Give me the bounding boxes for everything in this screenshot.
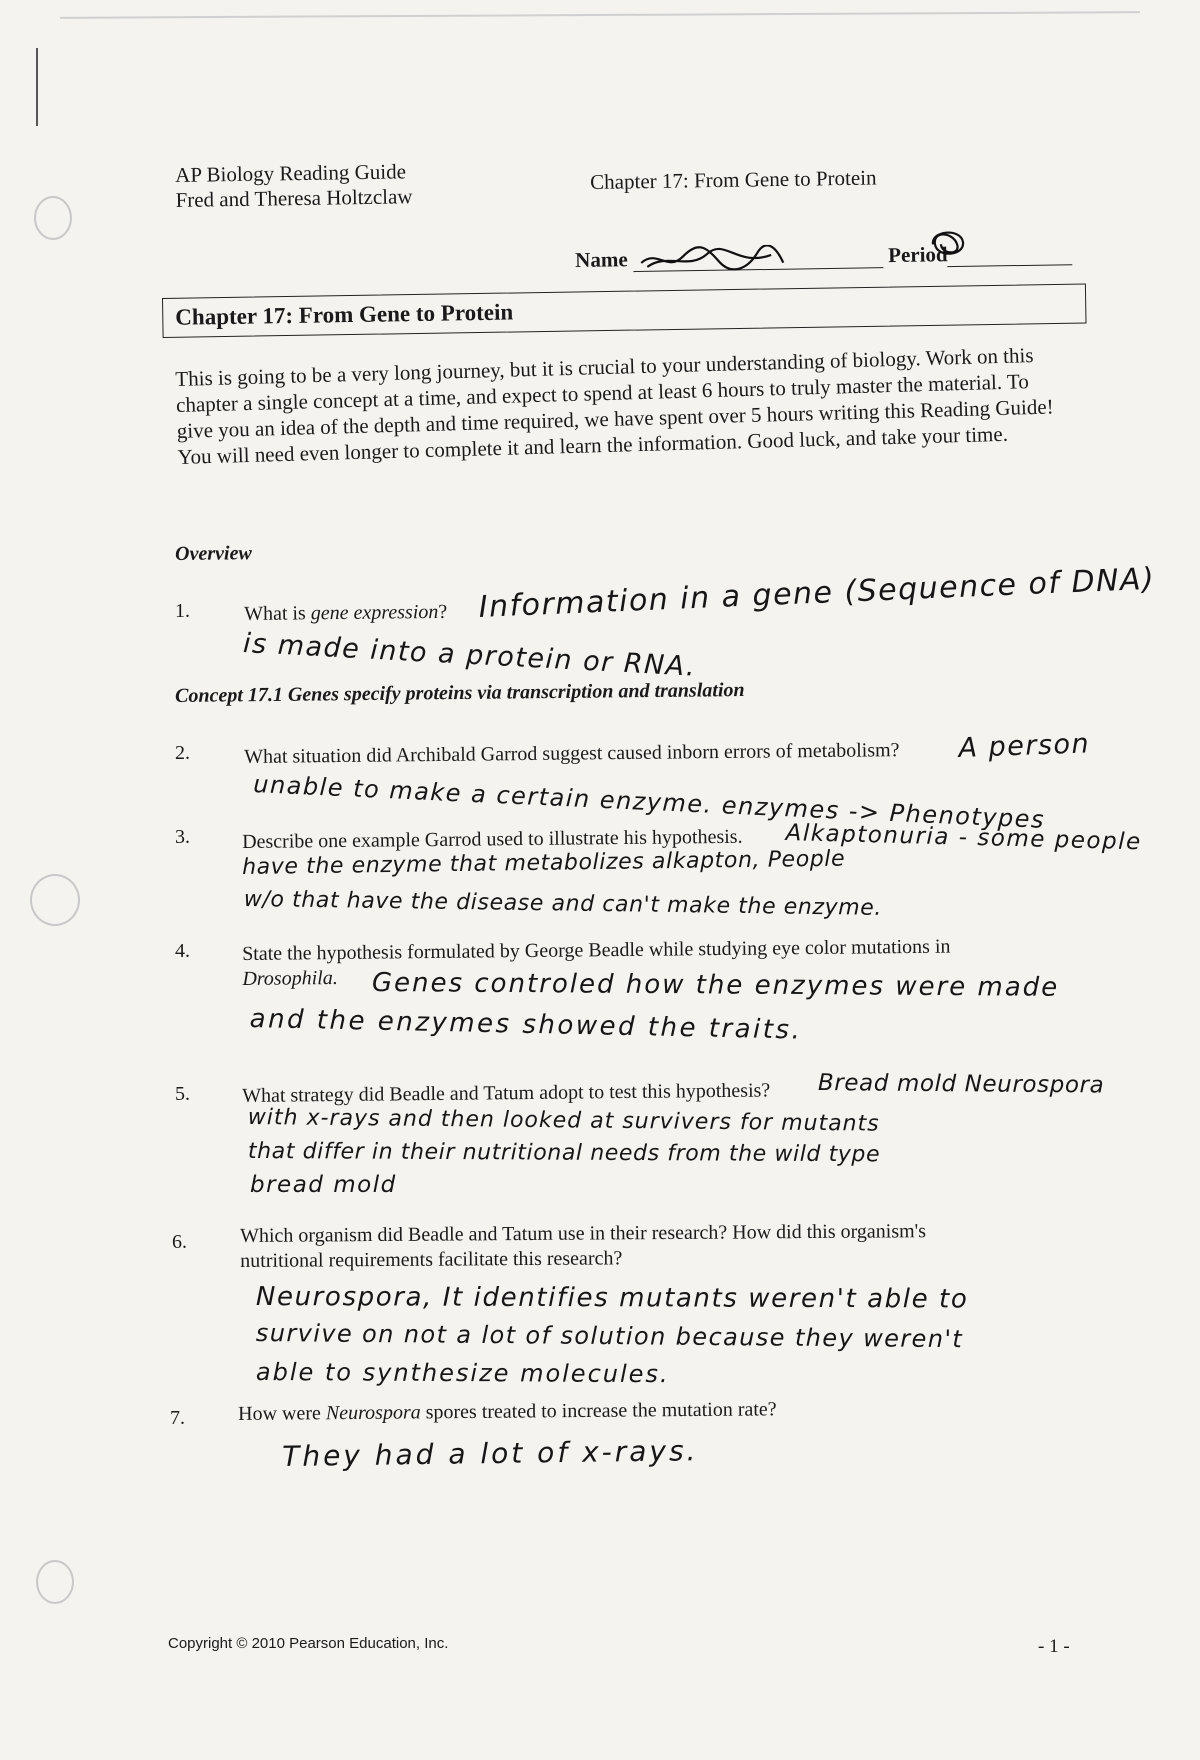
scan-margin-mark [36,48,38,126]
scan-edge-line [60,11,1140,19]
name-field[interactable] [633,245,883,272]
chapter-title: Chapter 17: From Gene to Protein [175,299,514,330]
name-period-line [575,240,1075,273]
name-label: Name [575,247,628,272]
period-label: Period [887,242,948,268]
answer-6-line-3: able to synthesize molecules. [255,1358,670,1389]
section-overview: Overview [175,542,252,565]
binder-hole-top [34,196,72,240]
question-4: State the hypothesis formulated by George Beadle while studying eye color mutations in Drosophila. [242,935,951,990]
answer-4-line-2: and the enzymes showed the traits. [249,1004,803,1046]
question-number: 1. [175,600,190,622]
answer-1-line-2: is made into a protein or RNA. [242,628,698,683]
question-number: 3. [175,826,190,848]
binder-hole-middle [30,874,80,926]
authors: Fred and Theresa Holtzclaw [175,184,413,212]
answer-7-line-1: They had a lot of x-rays. [282,1434,699,1473]
question-number: 6. [172,1231,187,1253]
question-7: How were Neurospora spores treated to increase the mutation rate? [238,1398,777,1425]
section-concept-17-1: Concept 17.1 Genes specify proteins via transcription and translation [175,679,745,707]
redacted-name-scribble [637,245,787,273]
question-term: Drosophila. [242,966,338,990]
intro-paragraph: This is going to be a very long journey, but it is crucial to your understanding of biology. Work on this chapter a single concept at a time, and expect to spend at least 6 hours to truly master the material. To give you an idea of the depth and time required, we have spent over 5 hours writing this Reading Guide! You will need even longer to complete it and learn the information. Good luck, and take your time. [175,343,1054,469]
redacted-period-scribble [927,226,970,261]
header-chapter-label: Chapter 17: From Gene to Protein [590,165,877,194]
answer-3-line-2: have the enzyme that metabolizes alkapton, People [242,846,846,880]
answer-6-line-2: survive on not a lot of solution because they weren't [255,1319,964,1354]
answer-5-line-4: bread mold [250,1172,397,1198]
question-number: 7. [170,1407,185,1429]
question-term: gene expression [310,600,439,625]
question-5: What strategy did Beadle and Tatum adopt to test this hypothesis? [242,1079,771,1107]
answer-2-line-1: A person [958,728,1091,764]
period-field[interactable] [947,242,1072,267]
question-2: What situation did Archibald Garrod suggest caused inborn errors of metabolism? [244,739,900,768]
copyright-footer: Copyright © 2010 Pearson Education, Inc. [168,1635,449,1652]
binder-hole-bottom [36,1560,74,1604]
header-left [175,159,413,213]
question-1: What is gene expression? [244,600,448,625]
question-term: Neurospora [325,1401,421,1425]
question-number: 4. [175,940,190,962]
page-number: - 1 - [1038,1636,1070,1657]
answer-5-line-3: that differ in their nutritional needs from the wild type [247,1139,881,1168]
answer-2-line-2: unable to make a certain enzyme. enzymes -> Phenotypes [252,770,1046,834]
answer-4-line-1: Genes controled how the enzymes were made [371,968,1060,1003]
chapter-title-box [162,283,1087,338]
answer-5-line-2: with x-rays and then looked at survivers for mutants [247,1105,880,1137]
answer-5-line-1: Bread mold Neurospora [817,1070,1105,1099]
answer-6-line-1: Neurospora, It identifies mutants weren't able to [255,1282,969,1315]
question-number: 5. [175,1083,190,1105]
answer-3-line-3: w/o that have the disease and can't make the enzyme. [243,887,883,921]
question-6: Which organism did Beadle and Tatum use in their research? How did this organism's nutritional requirements facilitate this research? [240,1220,927,1272]
question-3: Describe one example Garrod used to illustrate his hypothesis. [242,825,743,853]
answer-3-line-1: Alkaptonuria - some people [785,820,1143,856]
answer-1-line-1: Information in a gene (Sequence of DNA) [478,561,1156,625]
course-title: AP Biology Reading Guide [175,159,407,187]
question-number: 2. [175,742,190,764]
